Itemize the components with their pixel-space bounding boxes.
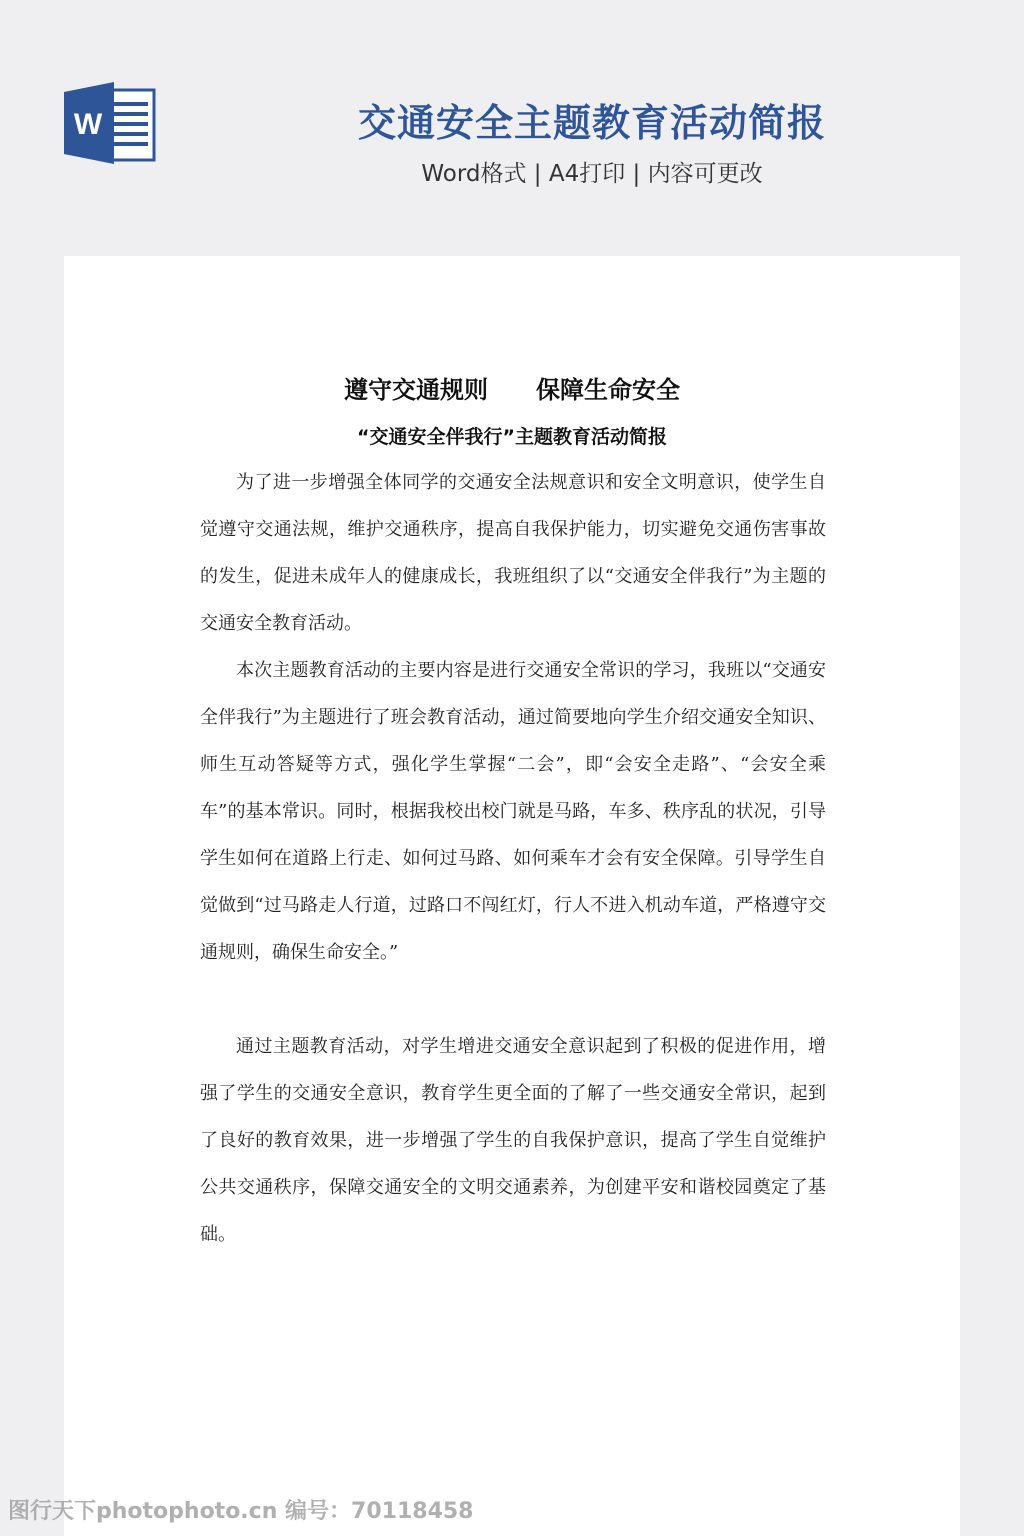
document-subtitle: “交通安全伴我行”主题教育活动简报 [357,426,667,448]
document-title: 遵守交通规则 保障生命安全 [344,376,680,404]
word-document-icon [64,82,156,164]
watermark: 图行天下photophoto.cn 编号：70118458 [8,1499,474,1524]
header-title: 交通安全主题教育活动简报 [357,101,826,145]
document-page [64,256,960,1536]
document-paragraph-3: 通过主题教育活动，对学生增进交通安全意识起到了积极的促进作用，增强了学生的交通安全意识，教育学生更全面的了解了一些交通安全常识，起到了良好的教育效果，进一步增强了学生的自我保护意识，提高了学生自觉维护公共交通秩序，保障交通安全的文明交通素养，为创建平安和谐校园奠定了基础。 [200,1036,826,1245]
document-paragraph-2: 本次主题教育活动的主要内容是进行交通安全常识的学习，我班以“交通安全伴我行”为主题进行了班会教育活动，通过简要地向学生介绍交通安全知识、师生互动答疑等方式，强化学生掌握“二会”，即“会安全走路”、“会安全乘车”的基本常识。同时，根据我校出校门就是马路，车多、秩序乱的状况，引导学生如何在道路上行走、如何过马路、如何乘车才会有安全保障。引导学生自觉做到“过马路走人行道，过路口不闯红灯，行人不进入机动车道，严格遵守交通规则，确保生命安全。” [200,660,826,963]
svg-text:W: W [73,108,103,141]
document-paragraph-1: 为了进一步增强全体同学的交通安全法规意识和安全文明意识，使学生自觉遵守交通法规，维护交通秩序，提高自我保护能力，切实避免交通伤害事故的发生，促进未成年人的健康成长，我班组织了以“交通安全伴我行”为主题的交通安全教育活动。 [200,472,826,634]
header-subtitle: Word格式 | A4打印 | 内容可更改 [421,161,763,187]
